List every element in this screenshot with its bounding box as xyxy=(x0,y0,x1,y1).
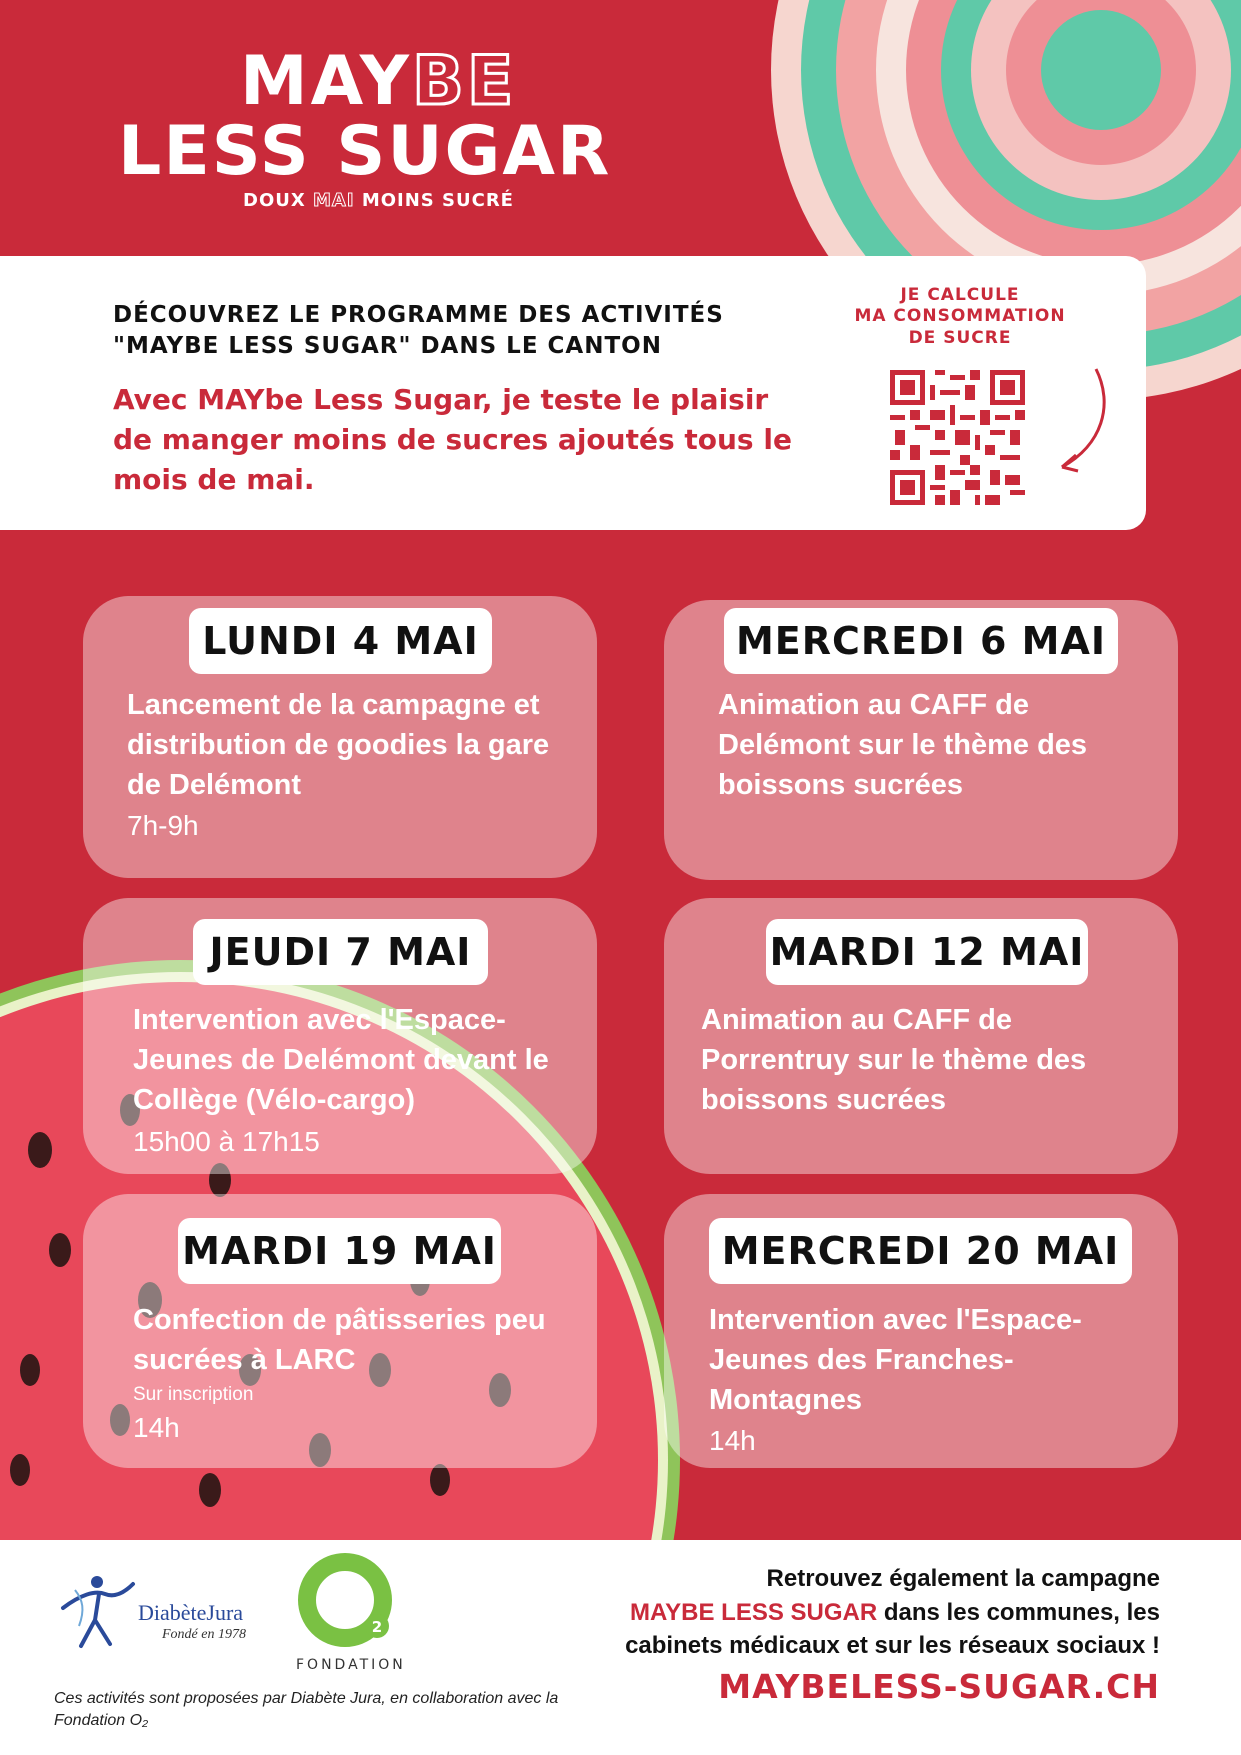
event-time: 15h00 à 17h15 xyxy=(133,1126,320,1157)
curved-arrow-icon xyxy=(1052,365,1112,475)
footer-campaign-text: Retrouvez également la campagne MAYBE LESS SUGAR dans les communes, les cabinets médicaux et sur les réseaux sociaux ! xyxy=(625,1565,1160,1660)
event-description: Animation au CAFF de Delémont sur le thème des boissons sucrées xyxy=(718,689,1088,802)
event-description: Intervention avec l'Espace-Jeunes de Delémont devant le Collège (Vélo-cargo) xyxy=(133,1004,549,1117)
event-date: LUNDI 4 MAI xyxy=(189,608,492,674)
title-less-sugar: LESS SUGAR xyxy=(118,112,612,191)
event-date: MERCREDI 6 MAI xyxy=(724,608,1118,674)
event-date: MARDI 12 MAI xyxy=(766,919,1088,985)
qr-label: JE CALCULE MA CONSOMMATION DE SUCRE xyxy=(854,285,1066,348)
tagline: DOUX MAI MOINS SUCRÉ xyxy=(243,190,514,211)
o2-fondation-label: FONDATION xyxy=(296,1657,406,1673)
title-may-text: MAY xyxy=(240,42,413,121)
o2-fondation-icon xyxy=(295,1548,400,1653)
intro-text: Avec MAYbe Less Sugar, je teste le plaisir de manger moins de sucres ajoutés tous le mois de mai. xyxy=(113,383,792,496)
event-time: 14h xyxy=(709,1425,756,1456)
qr-code-icon[interactable] xyxy=(890,370,1025,505)
title-be-text: BE xyxy=(412,42,517,121)
intro-heading: DÉCOUVREZ LE PROGRAMME DES ACTIVITÉS "MAYBE LESS SUGAR" DANS LE CANTON xyxy=(113,302,724,360)
credits-text: Ces activités sont proposées par Diabète Jura, en collaboration avec la Fondation O₂ xyxy=(54,1690,559,1729)
event-date: MERCREDI 20 MAI xyxy=(709,1218,1132,1284)
event-description: Intervention avec l'Espace-Jeunes des Franches-Montagnes xyxy=(709,1304,1082,1417)
event-time: 7h-9h xyxy=(127,810,199,841)
event-description: Confection de pâtisseries peu sucrées à LARC xyxy=(133,1304,546,1377)
title-maybe xyxy=(240,42,517,121)
svg-text:2: 2 xyxy=(371,1618,383,1636)
diabete-jura-name: DiabèteJura xyxy=(138,1600,244,1625)
event-description: Lancement de la campagne et distribution de goodies la gare de Delémont xyxy=(127,689,550,802)
diabete-jura-founded: Fondé en 1978 xyxy=(162,1627,246,1642)
event-date: MARDI 19 MAI xyxy=(178,1218,501,1284)
event-description: Animation au CAFF de Porrentruy sur le thème des boissons sucrées xyxy=(701,1004,1087,1117)
website-link[interactable]: MAYBELESS-SUGAR.CH xyxy=(718,1667,1160,1706)
event-note: Sur inscription xyxy=(133,1384,254,1405)
event-date: JEUDI 7 MAI xyxy=(193,919,488,985)
event-time: 14h xyxy=(133,1412,180,1443)
